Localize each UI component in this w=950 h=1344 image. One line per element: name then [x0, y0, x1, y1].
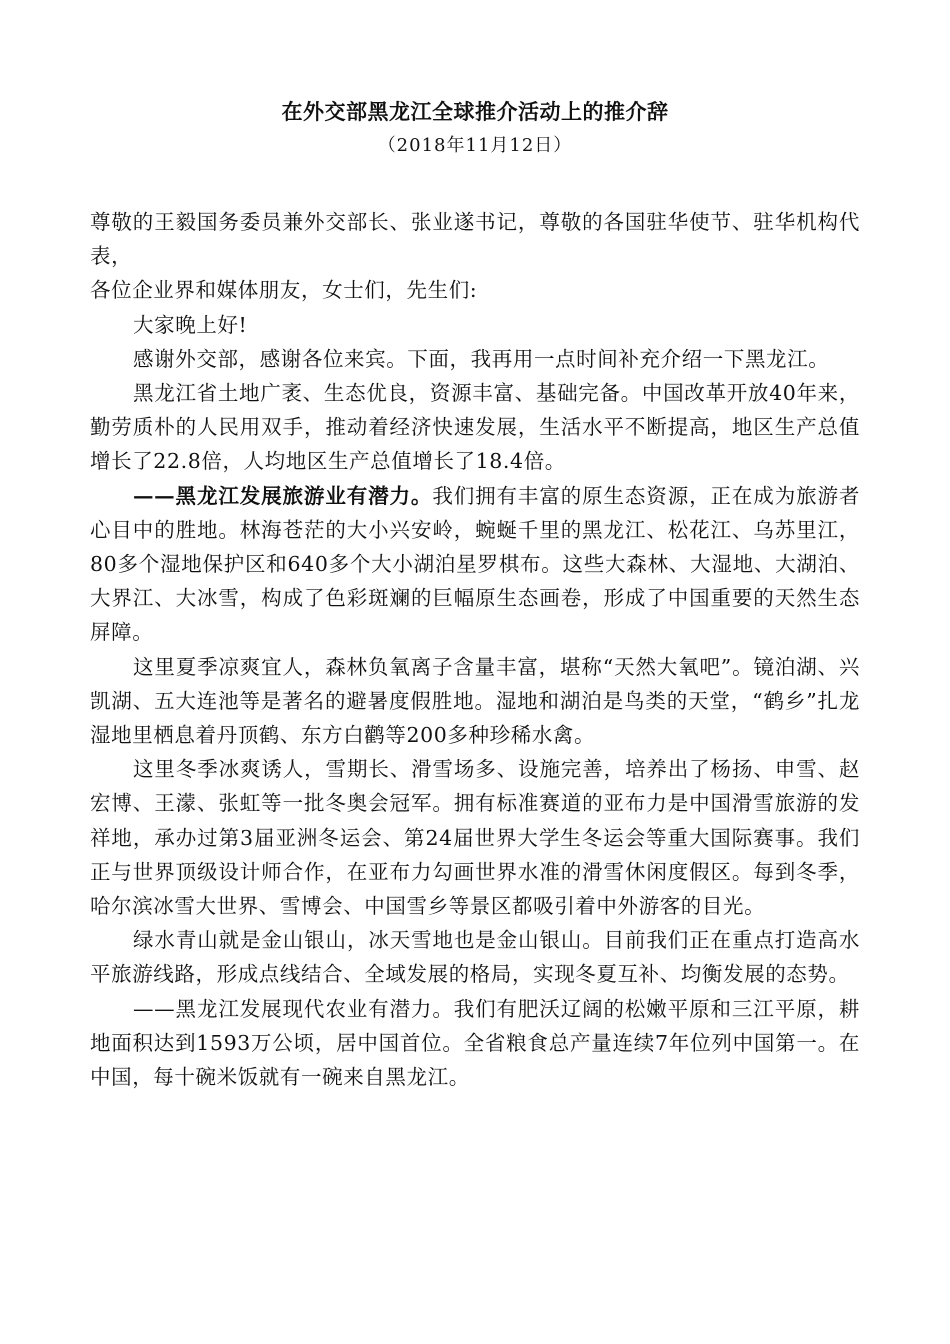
document-title: 在外交部黑龙江全球推介活动上的推介辞 — [281, 99, 669, 124]
winter-paragraph: 这里冬季冰爽诱人，雪期长、滑雪场多、设施完善，培养出了杨扬、申雪、赵宏博、王濛、张虹等一批冬奥会冠军。拥有标准赛道的亚布力是中国滑雪旅游的发祥地，承办过第3届亚洲冬运会、第24届世界大学生冬运会等重大国际赛事。我们正与世界顶级设计师合作，在亚布力勾画世界水准的滑雪休闲度假区。每到冬季，哈尔滨冰雪大世界、雪博会、中国雪乡等景区都吸引着中外游客的目光。 — [90, 757, 860, 919]
tourism-text: 我们拥有丰富的原生态资源，正在成为旅游者心目中的胜地。林海苍茫的大小兴安岭，蜿蜒千里的黑龙江、松花江、乌苏里江，80多个湿地保护区和640多个大小湖泊星罗棋布。这些大森林、大湿地、大湖泊、大界江、大冰雪，构成了色彩斑斓的巨幅原生态画卷，形成了中国重要的天然生态屏障。 — [90, 483, 860, 645]
summer-paragraph: 这里夏季凉爽宜人，森林负氧离子含量丰富，堪称“天然大氧吧”。镜泊湖、兴凯湖、五大连池等是著名的避暑度假胜地。湿地和湖泊是鸟类的天堂，“鹤乡”扎龙湿地里栖息着丹顶鹤、东方白鹳等200多种珍稀水禽。 — [90, 654, 860, 748]
agriculture-paragraph: ——黑龙江发展现代农业有潜力。我们有肥沃辽阔的松嫩平原和三江平原，耕地面积达到1593万公顷，居中国首位。全省粮食总产量连续7年位列中国第一。在中国，每十碗米饭就有一碗来自黑龙江。 — [90, 996, 860, 1090]
tourism-lead: ——黑龙江发展旅游业有潜力。 — [133, 483, 433, 508]
tourism-paragraph — [90, 479, 860, 650]
green-paragraph: 绿水青山就是金山银山，冰天雪地也是金山银山。目前我们正在重点打造高水平旅游线路，形成点线结合、全域发展的格局，实现冬夏互补、均衡发展的态势。 — [90, 928, 860, 987]
thanks-paragraph: 感谢外交部，感谢各位来宾。下面，我再用一点时间补充介绍一下黑龙江。 — [133, 346, 830, 371]
document-body — [90, 205, 860, 1094]
document-date: （2018年11月12日） — [377, 135, 573, 156]
overview-paragraph: 黑龙江省土地广袤、生态优良，资源丰富、基础完备。中国改革开放40年来，勤劳质朴的人民用双手，推动着经济快速发展，生活水平不断提高，地区生产总值增长了22.8倍，人均地区生产总值增长了18.4倍。 — [90, 381, 860, 474]
salutation-line-1: 尊敬的王毅国务委员兼外交部长、张业遂书记，尊敬的各国驻华使节、驻华机构代表， — [90, 210, 860, 269]
salutation-line-2: 各位企业界和媒体朋友，女士们，先生们: — [90, 278, 478, 303]
greeting-paragraph: 大家晚上好! — [133, 312, 248, 337]
